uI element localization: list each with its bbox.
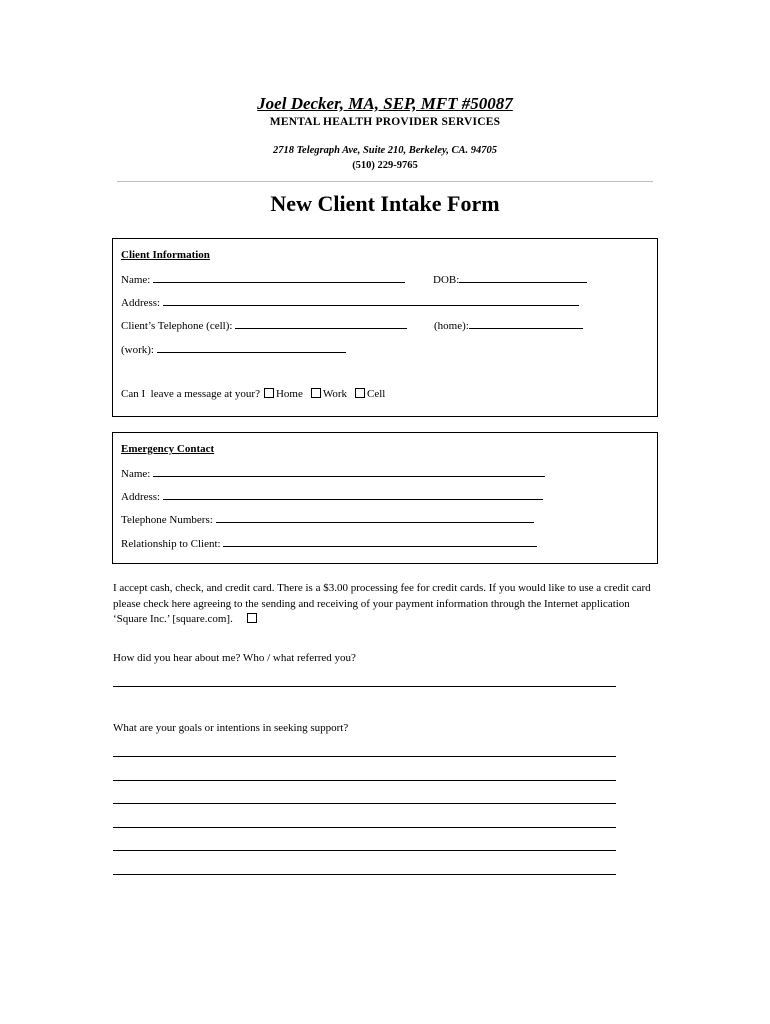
provider-address: 2718 Telegraph Ave, Suite 210, Berkeley, CA. 94705 xyxy=(272,145,498,156)
emergency-relationship-row xyxy=(121,535,537,551)
goals-answer-line[interactable] xyxy=(113,803,616,804)
square-consent-checkbox[interactable] xyxy=(247,613,257,623)
goals-answer-line[interactable] xyxy=(113,756,616,757)
header-divider xyxy=(117,181,653,182)
message-work-label: Work xyxy=(322,388,348,400)
leave-message-question: Can I leave a message at your? xyxy=(121,388,260,400)
referral-question: How did you hear about me? Who / what referred you? xyxy=(113,652,356,664)
message-home-checkbox[interactable] xyxy=(264,388,274,398)
message-cell-checkbox[interactable] xyxy=(355,388,365,398)
client-home-row xyxy=(434,317,583,333)
client-address-row xyxy=(121,294,579,310)
emergency-address-field[interactable] xyxy=(163,488,543,500)
provider-name: Joel Decker, MA, SEP, MFT #50087 xyxy=(257,94,513,113)
message-cell-label: Cell xyxy=(367,388,386,400)
payment-paragraph xyxy=(113,581,661,628)
client-name-label: Name: xyxy=(121,274,151,286)
goals-answer-line[interactable] xyxy=(113,874,616,875)
client-dob-field[interactable] xyxy=(459,271,587,283)
client-address-label: Address: xyxy=(121,297,161,309)
form-title: New Client Intake Form xyxy=(270,191,500,216)
emergency-telephone-label: Telephone Numbers: xyxy=(121,514,213,526)
client-work-row xyxy=(121,341,346,357)
client-cell-field[interactable] xyxy=(235,317,407,329)
emergency-telephone-row xyxy=(121,511,534,527)
client-name-row xyxy=(121,271,405,287)
payment-text: I accept cash, check, and credit card. There is a $3.00 processing fee for credit cards. If you would like to use a credit card please check here agreeing to the sending and receiving of your payment information through the Internet application ‘Square Inc.’ [square.com]. xyxy=(113,582,651,625)
referral-answer-line[interactable] xyxy=(113,686,616,687)
emergency-name-field[interactable] xyxy=(153,465,545,477)
client-work-field[interactable] xyxy=(157,341,346,353)
client-address-field[interactable] xyxy=(163,294,579,306)
client-dob-label: DOB: xyxy=(433,274,460,286)
message-home-label: Home xyxy=(275,388,303,400)
emergency-contact-title: Emergency Contact xyxy=(121,443,215,455)
client-name-field[interactable] xyxy=(153,271,405,283)
leave-message-row xyxy=(121,387,385,401)
goals-answer-line[interactable] xyxy=(113,780,616,781)
goals-answer-line[interactable] xyxy=(113,827,616,828)
emergency-address-label: Address: xyxy=(121,491,161,503)
emergency-telephone-field[interactable] xyxy=(216,511,534,523)
goals-question: What are your goals or intentions in seeking support? xyxy=(113,722,349,734)
client-dob-row xyxy=(433,271,587,287)
emergency-name-row xyxy=(121,465,545,481)
client-work-label: (work): xyxy=(121,344,154,356)
emergency-name-label: Name: xyxy=(121,468,151,480)
emergency-relationship-field[interactable] xyxy=(223,535,537,547)
client-cell-row xyxy=(121,317,407,333)
client-home-label: (home): xyxy=(434,320,469,332)
emergency-address-row xyxy=(121,488,543,504)
goals-answer-line[interactable] xyxy=(113,850,616,851)
client-cell-label: Client’s Telephone (cell): xyxy=(121,320,233,332)
message-work-checkbox[interactable] xyxy=(311,388,321,398)
emergency-relationship-label: Relationship to Client: xyxy=(121,538,221,550)
client-home-field[interactable] xyxy=(469,317,583,329)
provider-phone: (510) 229-9765 xyxy=(352,160,418,171)
provider-subtitle: MENTAL HEALTH PROVIDER SERVICES xyxy=(269,116,501,128)
client-info-title: Client Information xyxy=(121,249,210,261)
